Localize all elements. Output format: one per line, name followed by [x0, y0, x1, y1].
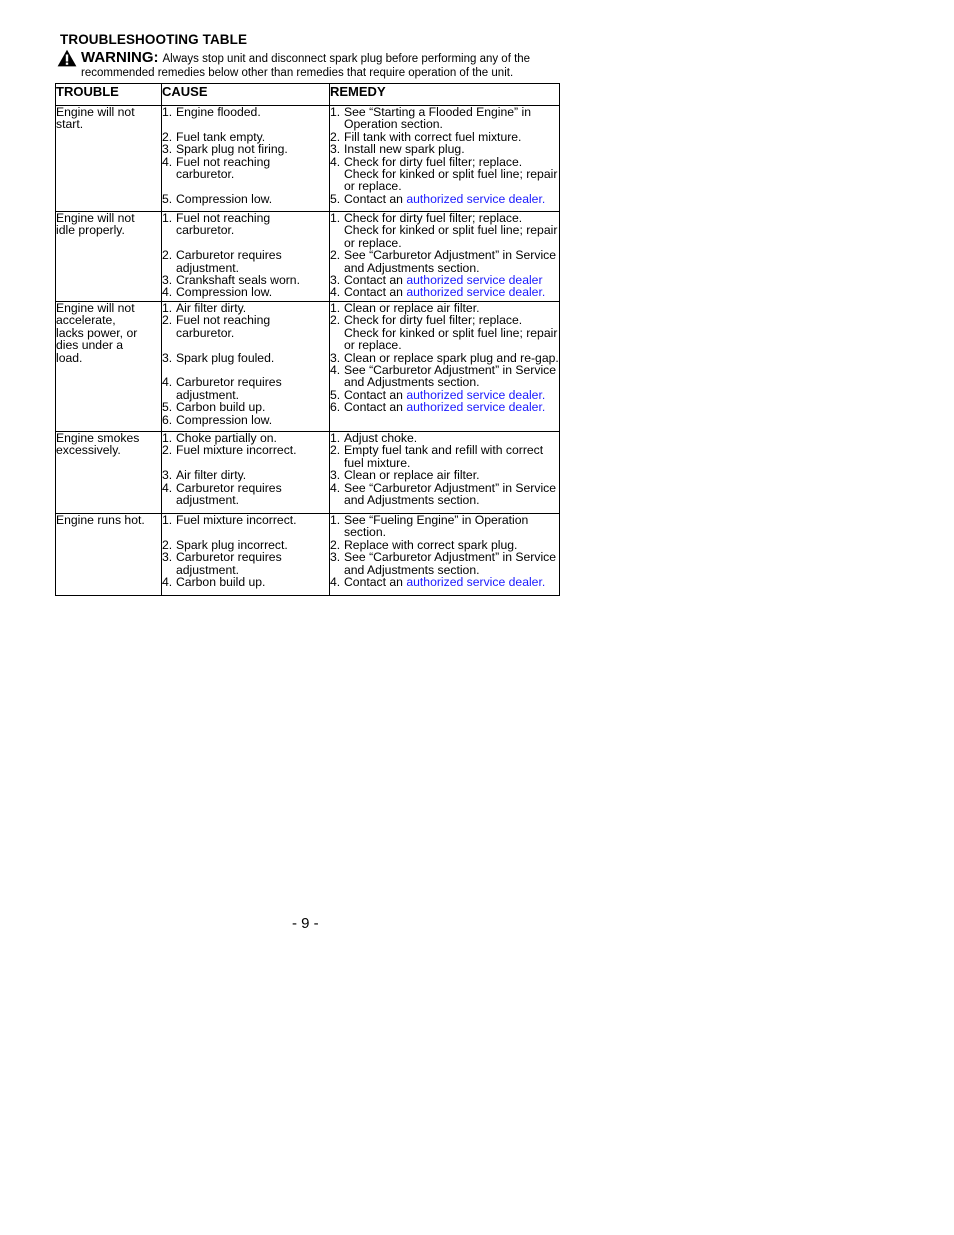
cause-text-main: Crankshaft seals worn. [176, 273, 300, 288]
cause-text-main: Fuel not reaching carburetor. [176, 211, 271, 238]
cause-item [162, 314, 329, 339]
remedy-text-main: See “Fueling Engine” in Operation section. [344, 513, 529, 540]
service-dealer-link[interactable]: authorized service dealer [406, 575, 542, 590]
remedy-number: 1. [330, 431, 341, 445]
cause-item [162, 576, 329, 588]
cause-number: 1. [162, 301, 173, 315]
remedy-text-main: Check for dirty fuel filter; replace. Check for kinked or split fuel line; repair or replace. [344, 211, 558, 250]
cause-item [162, 551, 329, 576]
cause-text [176, 156, 329, 181]
cause-number: 4. [162, 154, 173, 169]
remedy-text-main: Contact an [344, 400, 407, 415]
remedy-text [344, 249, 559, 274]
remedy-number: 3. [330, 142, 341, 157]
cause-item [162, 106, 329, 118]
warning-line-1 [81, 51, 530, 66]
cause-item [162, 249, 329, 274]
remedy-number: 1. [330, 211, 341, 225]
cause-text-main: Carburetor requires adjustment. [176, 375, 282, 402]
remedy-number: 4. [330, 154, 341, 169]
service-dealer-link[interactable]: authorized service dealer [406, 191, 542, 206]
remedy-cell [330, 302, 560, 432]
cause-text [176, 444, 329, 456]
cause-text-main: Spark plug not firing. [176, 142, 288, 157]
cause-cell [162, 432, 330, 514]
cause-text-main: Air filter dirty. [176, 301, 247, 315]
link-punctuation: . [541, 400, 546, 415]
warning-text-1: Always stop unit and disconnect spark plug before performing any of the [162, 53, 531, 65]
remedy-text [344, 193, 559, 205]
cause-text [176, 286, 329, 298]
link-punctuation: . [541, 387, 546, 402]
remedy-cell [330, 212, 560, 302]
remedy-item [330, 106, 559, 131]
cause-number: 2. [162, 443, 173, 458]
remedy-text-main: See “Carburetor Adjustment” in Service and Adjustments section. [344, 480, 557, 508]
cause-text [176, 212, 329, 237]
trouble-text: Engine will not [56, 105, 135, 119]
remedy-text-main: Contact an [344, 273, 407, 288]
cause-number: 3. [162, 273, 173, 288]
trouble-text: Engine runs hot. [56, 513, 145, 527]
remedy-number: 4. [330, 575, 341, 590]
link-punctuation: . [541, 575, 546, 590]
remedy-number: 4. [330, 363, 341, 378]
remedy-text-main: Contact an [344, 285, 407, 300]
cause-text-main: Spark plug incorrect. [176, 537, 288, 552]
remedy-text-main: Contact an [344, 575, 407, 590]
remedy-item [330, 249, 559, 274]
page-number: - 9 - [292, 915, 319, 932]
cause-text-main: Carburetor requires adjustment. [176, 480, 282, 508]
cause-text [176, 551, 329, 576]
trouble-text: idle properly. [56, 223, 125, 238]
remedy-text-main: Fill tank with correct fuel mixture. [344, 129, 522, 144]
remedy-text [344, 444, 559, 469]
remedy-text-main: Contact an [344, 387, 407, 402]
warning-triangle-icon [57, 49, 77, 67]
cause-number: 4. [162, 375, 173, 390]
remedy-text-main: Clean or replace spark plug and re-gap. [344, 350, 559, 365]
cause-number: 5. [162, 191, 173, 206]
cause-item [162, 212, 329, 237]
warning-label: WARNING: [81, 49, 159, 66]
cause-text-main: Carburetor requires adjustment. [176, 248, 282, 275]
cause-text-main: Carburetor requires adjustment. [176, 550, 282, 577]
trouble-cell [56, 106, 162, 212]
remedy-item [330, 444, 559, 469]
remedy-number: 1. [330, 105, 341, 119]
cause-text-main: Carbon build up. [176, 400, 266, 415]
cause-number: 2. [162, 248, 173, 263]
remedy-text-main: Clean or replace air filter. [344, 301, 480, 315]
cause-text-main: Choke partially on. [176, 431, 277, 445]
cause-text-main: Fuel not reaching carburetor. [176, 154, 271, 182]
cause-text-main: Carbon build up. [176, 575, 266, 590]
remedy-text [344, 314, 559, 351]
cause-number: 1. [162, 105, 173, 119]
cause-number: 1. [162, 431, 173, 445]
remedy-text-main: Check for dirty fuel filter; replace. Check for kinked or split fuel line; repair or replace. [344, 154, 558, 194]
troubleshooting-table [55, 83, 560, 596]
remedy-text [344, 514, 559, 539]
trouble-cell [56, 514, 162, 596]
remedy-item [330, 193, 559, 205]
cause-text-main: Engine flooded. [176, 105, 261, 119]
remedy-number: 4. [330, 480, 341, 495]
section-title: TROUBLESHOOTING TABLE [60, 32, 248, 47]
cause-number: 3. [162, 468, 173, 483]
remedy-text-main: Clean or replace air filter. [344, 468, 480, 483]
remedy-number: 5. [330, 191, 341, 206]
cause-text [176, 414, 329, 426]
trouble-text: Engine smokes [56, 431, 140, 445]
remedy-text [344, 551, 559, 576]
trouble-text: start. [56, 117, 84, 132]
cause-cell [162, 302, 330, 432]
remedy-text-main: See “Carburetor Adjustment” in Service and Adjustments section. [344, 248, 557, 275]
service-dealer-link[interactable]: authorized service dealer [406, 400, 542, 415]
remedy-text-main: Install new spark plug. [344, 142, 465, 157]
remedy-text [344, 286, 559, 298]
remedy-number: 2. [330, 129, 341, 144]
remedy-cell [330, 432, 560, 514]
remedy-text-main: See “Starting a Flooded Engine” in Operation section. [344, 105, 531, 132]
cause-text [176, 352, 329, 364]
cause-text-main: Fuel tank empty. [176, 129, 266, 144]
cause-text-main: Fuel not reaching carburetor. [176, 313, 271, 340]
remedy-item [330, 514, 559, 539]
trouble-cell [56, 212, 162, 302]
remedy-text-main: Contact an [344, 191, 407, 206]
trouble-cell [56, 302, 162, 432]
cause-text [176, 193, 329, 205]
remedy-number: 2. [330, 537, 341, 552]
cause-number: 4. [162, 575, 173, 590]
trouble-text: dies under a [56, 338, 124, 353]
remedy-item [330, 401, 559, 413]
cause-text-main: Air filter dirty. [176, 468, 247, 483]
cause-number: 2. [162, 537, 173, 552]
trouble-text: load. [56, 350, 83, 365]
cause-number: 1. [162, 513, 173, 527]
remedy-text-main: Check for dirty fuel filter; replace. Check for kinked or split fuel line; repair or replace. [344, 313, 558, 353]
remedy-item [330, 551, 559, 576]
cause-text [176, 514, 329, 526]
trouble-text: lacks power, or [56, 325, 138, 340]
cause-number: 1. [162, 211, 173, 225]
cause-text-main: Compression low. [176, 191, 273, 206]
table-row [56, 432, 560, 514]
remedy-number: 3. [330, 468, 341, 483]
cause-text [176, 576, 329, 588]
table-row [56, 106, 560, 212]
trouble-text: Engine will not [56, 211, 135, 225]
header-cause: CAUSE [162, 84, 330, 106]
remedy-text-main: See “Carburetor Adjustment” in Service and Adjustments section. [344, 363, 557, 390]
remedy-number: 5. [330, 387, 341, 402]
cause-number: 4. [162, 480, 173, 495]
cause-item [162, 514, 329, 526]
remedy-item [330, 212, 559, 249]
trouble-text: excessively. [56, 443, 121, 458]
remedy-cell [330, 106, 560, 212]
remedy-text-main: Empty fuel tank and refill with correct fuel mixture. [344, 443, 544, 470]
remedy-item [330, 286, 559, 298]
service-dealer-link[interactable]: authorized service dealer [406, 273, 543, 288]
remedy-number: 3. [330, 273, 341, 288]
cause-item [162, 376, 329, 401]
remedy-number: 2. [330, 443, 341, 458]
cause-text-main: Fuel mixture incorrect. [176, 443, 297, 458]
cause-item [162, 414, 329, 426]
service-dealer-link[interactable]: authorized service dealer [406, 285, 542, 300]
remedy-text-main: See “Carburetor Adjustment” in Service and Adjustments section. [344, 550, 557, 577]
remedy-text [344, 212, 559, 249]
remedy-item [330, 156, 559, 193]
remedy-text [344, 482, 559, 507]
trouble-text: accelerate, [56, 313, 116, 328]
remedy-cell [330, 514, 560, 596]
cause-number: 3. [162, 550, 173, 565]
remedy-number: 6. [330, 400, 341, 415]
cause-item [162, 286, 329, 298]
service-dealer-link[interactable]: authorized service dealer [406, 387, 542, 402]
cause-item [162, 352, 329, 364]
remedy-number: 2. [330, 248, 341, 263]
remedy-text-main: Adjust choke. [344, 431, 418, 445]
cause-number: 3. [162, 350, 173, 365]
cause-item [162, 193, 329, 205]
cause-item [162, 156, 329, 181]
cause-item [162, 482, 329, 507]
cause-text [176, 314, 329, 339]
remedy-number: 3. [330, 350, 341, 365]
remedy-number: 1. [330, 513, 341, 527]
cause-number: 2. [162, 129, 173, 144]
trouble-cell [56, 432, 162, 514]
remedy-text-main: Replace with correct spark plug. [344, 537, 518, 552]
cause-text [176, 482, 329, 507]
cause-text-main: Spark plug fouled. [176, 350, 275, 365]
cause-number: 5. [162, 400, 173, 415]
cause-cell [162, 106, 330, 212]
remedy-number: 1. [330, 301, 341, 315]
table-row [56, 302, 560, 432]
remedy-text [344, 106, 559, 131]
table-row [56, 212, 560, 302]
cause-cell [162, 212, 330, 302]
cause-text [176, 106, 329, 118]
header-trouble: TROUBLE [56, 84, 162, 106]
warning-line-2: recommended remedies below other than remedies that require operation of the unit. [81, 67, 514, 79]
cause-number: 2. [162, 313, 173, 328]
remedy-text [344, 401, 559, 413]
link-punctuation: . [541, 285, 546, 300]
cause-number: 3. [162, 142, 173, 157]
cause-text [176, 376, 329, 401]
remedy-text [344, 364, 559, 389]
table-row [56, 514, 560, 596]
link-punctuation: . [541, 191, 546, 206]
cause-cell [162, 514, 330, 596]
remedy-item [330, 482, 559, 507]
remedy-item [330, 576, 559, 588]
cause-item [162, 444, 329, 456]
cause-number: 6. [162, 412, 173, 427]
table-body [56, 106, 560, 596]
cause-number: 4. [162, 285, 173, 300]
table-header-row [56, 84, 560, 106]
remedy-item [330, 314, 559, 351]
cause-text [176, 249, 329, 274]
cause-text-main: Compression low. [176, 285, 273, 300]
cause-text-main: Fuel mixture incorrect. [176, 513, 297, 527]
remedy-number: 4. [330, 285, 341, 300]
remedy-number: 3. [330, 550, 341, 565]
trouble-text: Engine will not [56, 301, 135, 315]
remedy-text [344, 576, 559, 588]
header-remedy: REMEDY [330, 84, 560, 106]
remedy-item [330, 364, 559, 389]
remedy-number: 2. [330, 313, 341, 328]
remedy-text [344, 156, 559, 193]
cause-text-main: Compression low. [176, 412, 273, 427]
